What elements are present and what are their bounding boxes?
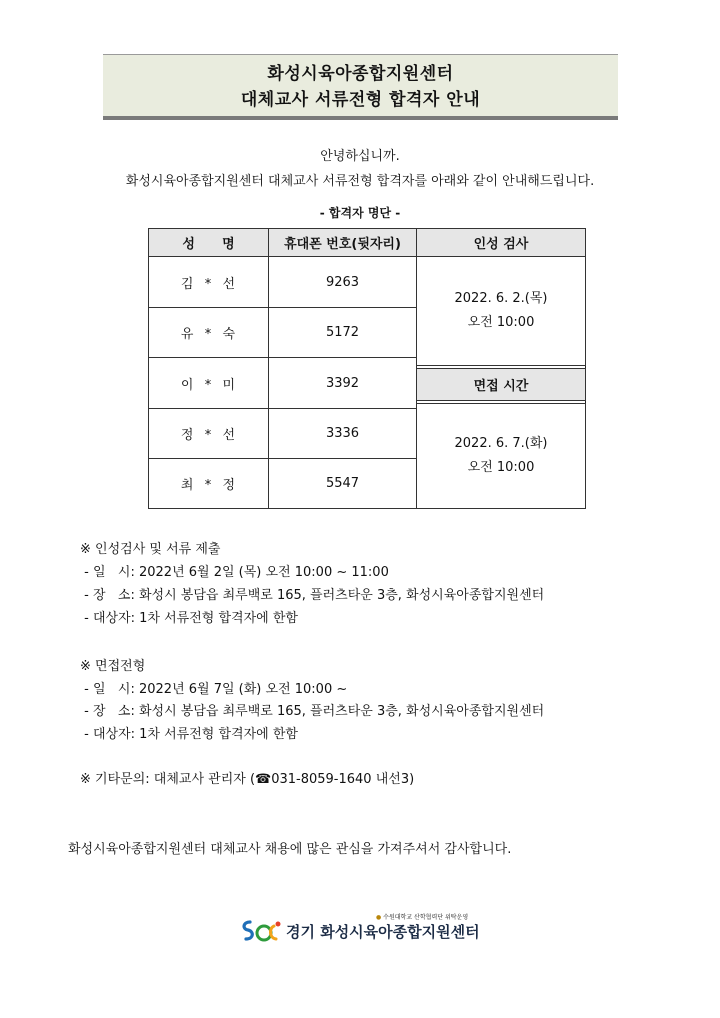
table-row-phone: 3336 <box>268 408 417 459</box>
greeting-line-2: 화성시육아종합지원센터 대체교사 서류전형 합격자를 아래와 같이 안내해드립니다. <box>125 174 595 189</box>
header-interview-label: 면접 시간 <box>473 379 529 394</box>
header-name <box>148 228 269 257</box>
table-row-phone: 5172 <box>268 307 417 358</box>
table-row-name: 정 * 선 <box>148 408 269 459</box>
table-row-name: 최 * 정 <box>148 458 269 509</box>
greeting-line-1: 안녕하십니까. <box>320 149 400 164</box>
interview-time: 오전 10:00 <box>467 460 535 475</box>
aptitude-date: 2022. 6. 2.(목) <box>454 291 548 306</box>
header-aptitude <box>416 228 586 257</box>
center-logo-icon <box>240 918 284 944</box>
note-heading-interview: ※ 면접전형 <box>80 659 146 674</box>
emblem-icon: ● <box>376 914 382 921</box>
table-row-phone: 5547 <box>268 458 417 509</box>
operator-label <box>376 912 468 921</box>
title-banner <box>103 54 618 120</box>
table-row-phone: 3392 <box>268 357 417 409</box>
table-row-name: 이 * 미 <box>148 357 269 409</box>
note-heading-aptitude: ※ 인성검사 및 서류 제출 <box>80 542 221 557</box>
table-row-phone: 9263 <box>268 256 417 308</box>
header-phone-label: 휴대폰 번호(뒷자리) <box>284 237 401 252</box>
table-row-name: 유 * 숙 <box>148 307 269 358</box>
page-subtitle: 대체교사 서류전형 합격자 안내 <box>240 90 481 110</box>
list-title: - 합격자 명단 - <box>319 206 401 220</box>
aptitude-time: 오전 10:00 <box>467 315 535 330</box>
note-interview-date: - 일 시: 2022년 6월 7일 (화) 오전 10:00 ~ <box>80 682 348 697</box>
interview-date: 2022. 6. 7.(화) <box>454 436 548 451</box>
note-aptitude-target: - 대상자: 1차 서류전형 합격자에 한함 <box>80 611 298 626</box>
interview-schedule <box>416 403 586 509</box>
note-aptitude-date: - 일 시: 2022년 6월 2일 (목) 오전 10:00 ~ 11:00 <box>80 565 389 580</box>
table-row-name: 김 * 선 <box>148 256 269 308</box>
contact-info: ※ 기타문의: 대체교사 관리자 (☎031-8059-1640 내선3) <box>80 772 415 787</box>
header-aptitude-label: 인성 검사 <box>473 237 529 252</box>
header-phone <box>268 228 417 257</box>
note-interview-place: - 장 소: 화성시 봉담읍 최루백로 165, 플러츠타운 3층, 화성시육아종합지원센터 <box>80 704 545 719</box>
closing-message: 화성시육아종합지원센터 대체교사 채용에 많은 관심을 가져주셔서 감사합니다. <box>68 842 512 857</box>
org-name: 경기 화성시육아종합지원센터 <box>286 923 480 941</box>
page-title: 화성시육아종합지원센터 <box>267 64 454 84</box>
note-aptitude-place: - 장 소: 화성시 봉담읍 최루백로 165, 플러츠타운 3층, 화성시육아종합지원센터 <box>80 588 545 603</box>
operator-text: 수원대학교 산학협력단 위탁운영 <box>383 914 469 921</box>
header-name-label: 성 명 <box>182 237 235 252</box>
note-interview-target: - 대상자: 1차 서류전형 합격자에 한함 <box>80 727 298 742</box>
header-interview <box>416 368 586 401</box>
aptitude-schedule <box>416 256 586 366</box>
